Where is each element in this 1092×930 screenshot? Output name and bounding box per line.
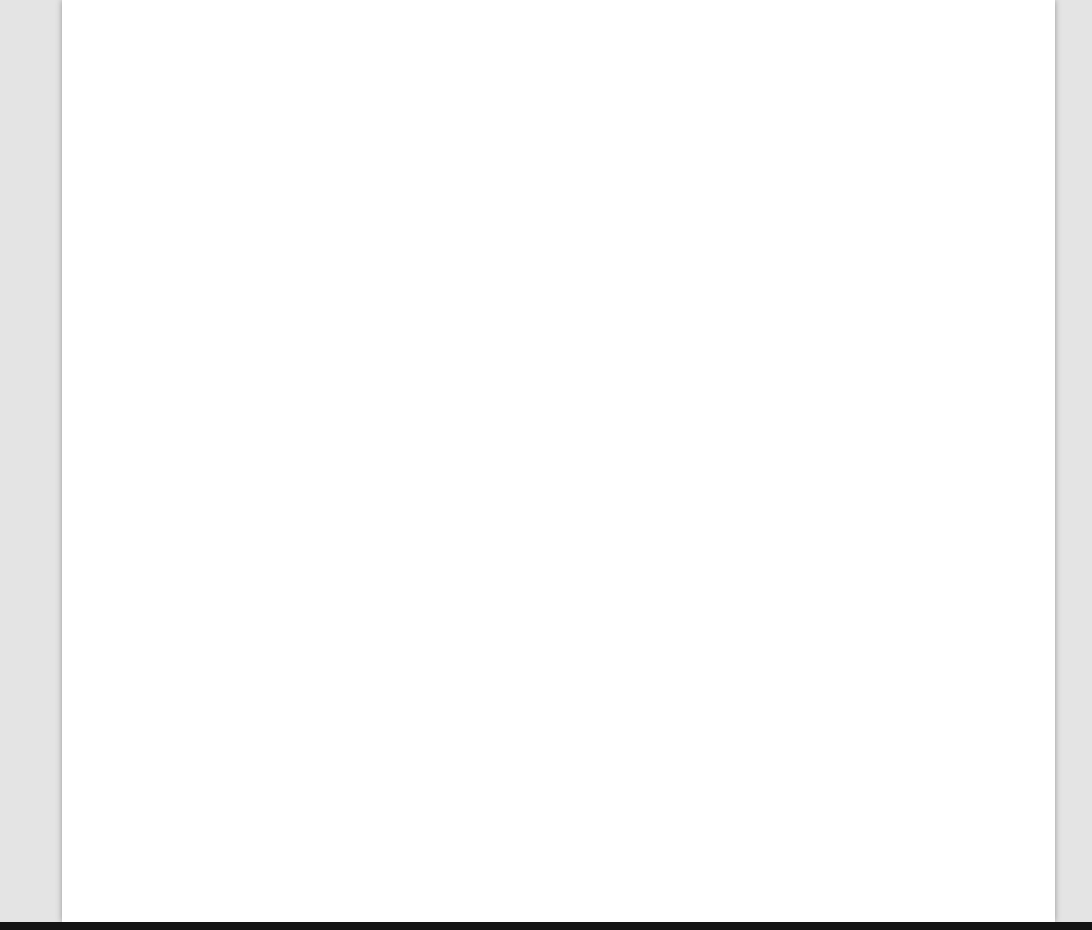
document-content: [62, 0, 940, 130]
bottom-bar: [0, 922, 1092, 930]
document-page: [62, 0, 1055, 922]
